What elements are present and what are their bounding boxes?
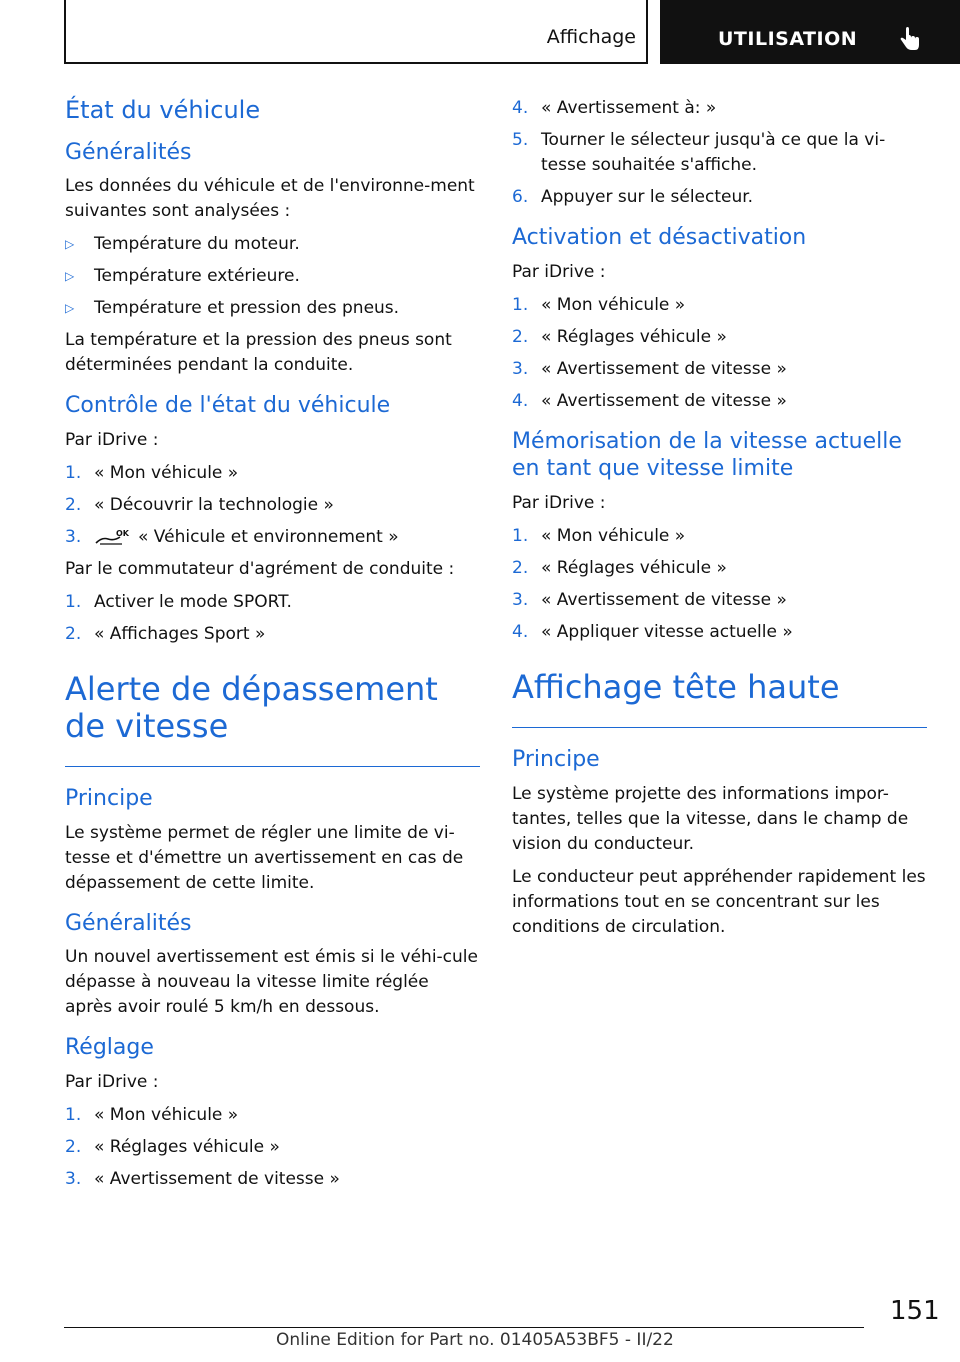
list-item: 2. « Réglages véhicule » [512,326,727,347]
paragraph-idrive-4: Par iDrive : [512,492,606,513]
paragraph-commutateur: Par le commutateur d'agrément de conduite : [65,558,455,579]
paragraph-principe: Le système permet de régler une limite de vi-tesse et d'émettre un avertissement en cas de dépassement de cette limite. [65,822,464,893]
paragraph-principe-2a: Le système projette des informations impor-tantes, telles que la vitesse, dans le champ de vision du conducteur. [512,783,909,854]
list-item: 1. « Mon véhicule » [512,525,686,546]
heading-affichage-tete-haute: Affichage tête haute [512,667,840,706]
heading-activation: Activation et désactivation [512,225,807,250]
list-item: 4. « Avertissement de vitesse » [512,390,787,411]
list-item: 3. « Avertissement de vitesse » [512,589,787,610]
steps-list [512,293,927,414]
list-item: 1. Activer le mode SPORT. [65,591,292,612]
triangle-right-icon: ▷ [65,269,75,284]
list-item: 1. « Mon véhicule » [65,462,239,483]
header-chapter-box [660,0,960,64]
heading-memorisation: Mémorisation de la vitesse actuelle en tant que vitesse limite [512,428,902,481]
triangle-right-icon: ▷ [65,301,75,316]
steps-list-continued [512,96,927,210]
heading-controle: Contrôle de l'état du véhicule [65,393,391,419]
list-item: 6. Appuyer sur le sélecteur. [512,187,754,207]
page-number: 151 [890,1296,940,1326]
header-section-title: Affichage [546,26,636,48]
header-section-box [64,0,648,64]
list-item: ▷ Température du moteur. [65,232,480,257]
paragraph-pneus: La température et la pression des pneus sont déterminées pendant la conduite. [65,330,452,376]
list-item: 2. « Affichages Sport » [65,623,266,644]
heading-etat-vehicule: État du véhicule [65,96,261,124]
hand-pointer-icon [896,26,922,52]
list-item: 2. « Réglages véhicule » [65,1136,280,1157]
list-item: 4. « Avertissement à: » [512,98,717,118]
list-item: 4. « Appliquer vitesse actuelle » [512,621,793,642]
steps-list [65,1103,480,1192]
steps-list [65,461,480,550]
svg-text:OK: OK [116,528,129,538]
list-item: 2. « Découvrir la technologie » [65,494,334,515]
heading-generalites-2: Généralités [65,910,192,936]
bullet-list [65,232,480,321]
list-item: 1. « Mon véhicule » [65,1104,239,1125]
paragraph-idrive: Par iDrive : [65,429,159,450]
list-item: ▷ Température et pression des pneus. [65,296,480,321]
list-item: 2. « Réglages véhicule » [512,557,727,578]
header-chapter-title: UTILISATION [718,28,858,50]
heading-principe-2: Principe [512,747,600,773]
list-item: ▷ Température extérieure. [65,264,480,289]
list-item: 5. Tourner le sélecteur jusqu'à ce que la vi-tesse souhaitée s'affiche. [512,130,886,175]
steps-list [512,524,927,645]
list-item: 3. OK « Véhicule et environnement » [65,526,399,547]
paragraph-donnees: Les données du véhicule et de l'environne-ment suivantes sont analysées : [65,176,475,222]
heading-alerte-vitesse: Alerte de dépassement de vitesse [65,669,438,745]
paragraph-idrive-2: Par iDrive : [65,1071,159,1092]
paragraph-idrive-3: Par iDrive : [512,261,606,282]
section-divider [512,727,927,728]
list-item: 3. « Avertissement de vitesse » [512,358,787,379]
steps-list [65,590,480,647]
heading-principe: Principe [65,786,153,812]
section-divider [65,766,480,767]
vehicle-ok-icon [94,528,130,546]
list-item: 3. « Avertissement de vitesse » [65,1168,340,1189]
left-column [65,96,480,1199]
triangle-right-icon: ▷ [65,237,75,252]
list-item: 1. « Mon véhicule » [512,294,686,315]
footer-edition: Online Edition for Part no. 01405A53BF5 - II/22 [276,1330,674,1350]
heading-reglage: Réglage [65,1035,154,1061]
footer-divider [64,1327,864,1328]
heading-generalites: Généralités [65,139,192,165]
paragraph-principe-2b: Le conducteur peut appréhender rapidement les informations tout en se concentrant sur les conditions de circulation. [512,866,926,937]
paragraph-nouvel-avertissement: Un nouvel avertissement est émis si le véhi-cule dépasse à nouveau la vitesse limite réglée après avoir roulé 5 km/h en dessous. [65,947,478,1018]
right-column [512,96,927,948]
